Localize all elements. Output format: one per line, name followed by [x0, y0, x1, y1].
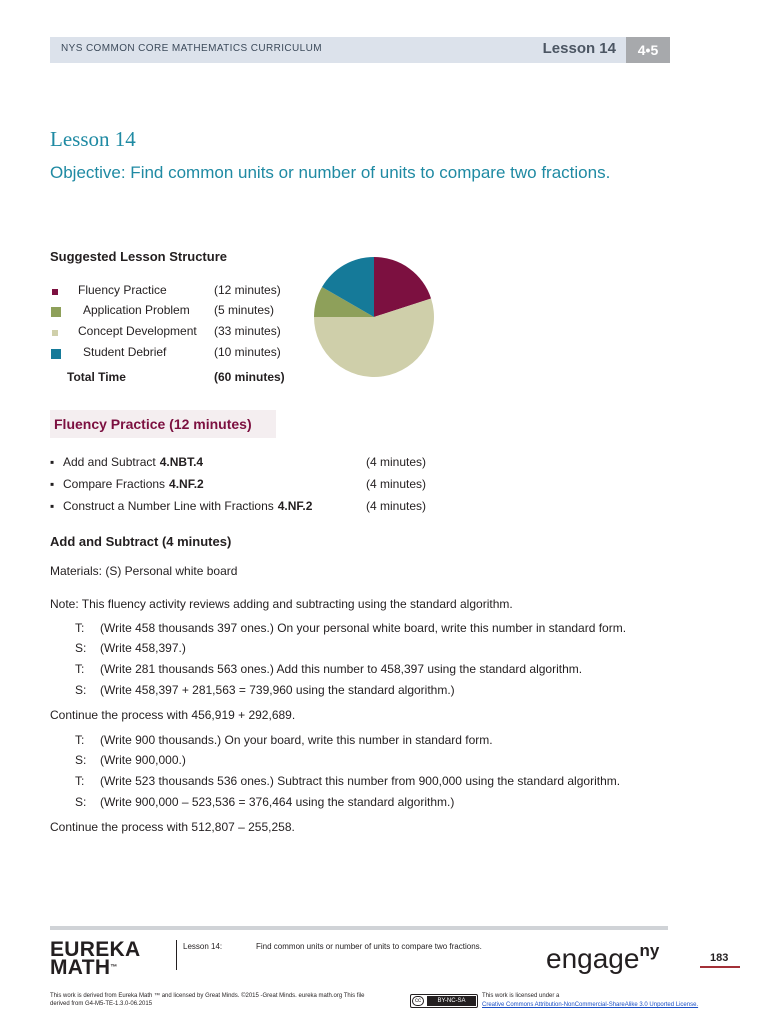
structure-item-name: Concept Development	[78, 324, 197, 338]
eureka-math-logo	[50, 938, 141, 979]
footer-vertical-divider	[176, 940, 177, 970]
module-badge: 4•5	[626, 37, 670, 63]
speaker-label: S:	[75, 641, 87, 655]
header-lesson: Lesson 14	[542, 40, 616, 57]
structure-item-time: (12 minutes)	[214, 283, 281, 297]
bullet-icon: ▪	[50, 455, 55, 469]
structure-item-time: (33 minutes)	[214, 324, 281, 338]
fluency-item-standard: 4.NF.2	[277, 499, 313, 513]
bullet-icon: ▪	[50, 477, 55, 491]
continue-line: Continue the process with 512,807 – 255,258.	[50, 820, 295, 834]
derivation-notice: This work is derived from Eureka Math ™ and licensed by Great Minds. ©2015 -Great Minds. eureka math.org This file derived from G4-M5-TE-1.3.0-06.2015	[50, 993, 365, 1007]
cc-icon: cc	[412, 996, 424, 1006]
speaker-label: T:	[75, 774, 85, 788]
add-subtract-heading: Add and Subtract (4 minutes)	[50, 534, 232, 549]
dialogue-text: (Write 900,000 – 523,536 = 376,464 using the standard algorithm.)	[100, 795, 455, 809]
dialogue-text: (Write 458,397.)	[100, 641, 186, 655]
bullet-icon: ▪	[50, 499, 55, 513]
cc-license-badge	[410, 994, 478, 1008]
fluency-swatch	[52, 289, 58, 295]
total-time: (60 minutes)	[214, 370, 285, 384]
footer-lesson-description: Find common units or number of units to compare two fractions.	[256, 942, 482, 951]
speaker-label: T:	[75, 662, 85, 676]
structure-item-name: Student Debrief	[83, 345, 167, 359]
page-number: 183	[710, 952, 729, 964]
debrief-swatch	[51, 349, 61, 359]
curriculum-title: NYS COMMON CORE MATHEMATICS CURRICULUM	[61, 43, 322, 54]
total-label: Total Time	[67, 370, 126, 384]
structure-item-time: (5 minutes)	[214, 303, 275, 317]
license-link[interactable]: Creative Commons Attribution-NonCommercial-ShareAlike 3.0 Unported License.	[482, 1002, 699, 1008]
concept-swatch	[52, 330, 58, 336]
speaker-label: T:	[75, 733, 85, 747]
fluency-item-text: Compare Fractions	[63, 477, 166, 491]
fluency-item-text: Add and Subtract	[63, 455, 156, 469]
dialogue-text: (Write 281 thousands 563 ones.) Add this number to 458,397 using the standard algorithm.	[100, 662, 583, 676]
structure-item-time: (10 minutes)	[214, 345, 281, 359]
logo-trademark: ™	[110, 964, 118, 971]
fluency-item-time: (4 minutes)	[366, 477, 427, 491]
fluency-item-time: (4 minutes)	[366, 455, 427, 469]
structure-title: Suggested Lesson Structure	[50, 249, 227, 264]
dialogue-text: (Write 900 thousands.) On your board, write this number in standard form.	[100, 733, 493, 747]
fluency-item-standard: 4.NBT.4	[159, 455, 204, 469]
structure-item-name: Application Problem	[83, 303, 190, 317]
materials-line: Materials: (S) Personal white board	[50, 564, 238, 578]
dialogue-text: (Write 523 thousands 536 ones.) Subtract this number from 900,000 using the standard algorithm.	[100, 774, 621, 788]
logo-line-2: MATH	[50, 956, 111, 979]
continue-line: Continue the process with 456,919 + 292,689.	[50, 708, 296, 722]
engageny-logo	[546, 941, 660, 978]
fluency-heading: Fluency Practice (12 minutes)	[54, 416, 252, 432]
structure-item-name: Fluency Practice	[78, 283, 167, 297]
note-line: Note: This fluency activity reviews adding and subtracting using the standard algorithm.	[50, 597, 513, 611]
application-swatch	[51, 307, 61, 317]
page-number-underline	[700, 966, 740, 968]
fluency-heading-box	[50, 410, 276, 438]
cc-badge-text: BY-NC-SA	[427, 996, 476, 1006]
fluency-item-text: Construct a Number Line with Fractions	[63, 499, 274, 513]
footer-divider-bar	[50, 926, 668, 930]
license-text: This work is licensed under a	[482, 993, 560, 999]
lesson-structure-pie-chart	[313, 255, 435, 379]
fluency-item-time: (4 minutes)	[366, 499, 427, 513]
lesson-title: Lesson 14	[50, 127, 136, 151]
dialogue-text: (Write 458,397 + 281,563 = 739,960 using the standard algorithm.)	[100, 683, 455, 697]
speaker-label: S:	[75, 683, 87, 697]
speaker-label: T:	[75, 621, 85, 635]
fluency-item-standard: 4.NF.2	[169, 477, 204, 491]
lesson-objective: Objective: Find common units or number of units to compare two fractions.	[50, 163, 611, 182]
footer-lesson-label: Lesson 14:	[183, 942, 223, 951]
curriculum-header	[50, 37, 670, 63]
speaker-label: S:	[75, 753, 87, 767]
engage-text: engage	[546, 943, 640, 974]
dialogue-text: (Write 900,000.)	[100, 753, 186, 767]
dialogue-text: (Write 458 thousands 397 ones.) On your personal white board, write this number in standard form.	[100, 621, 627, 635]
engage-ny-text: ny	[639, 941, 660, 960]
logo-line-1: EUREKA	[50, 938, 141, 961]
speaker-label: S:	[75, 795, 87, 809]
